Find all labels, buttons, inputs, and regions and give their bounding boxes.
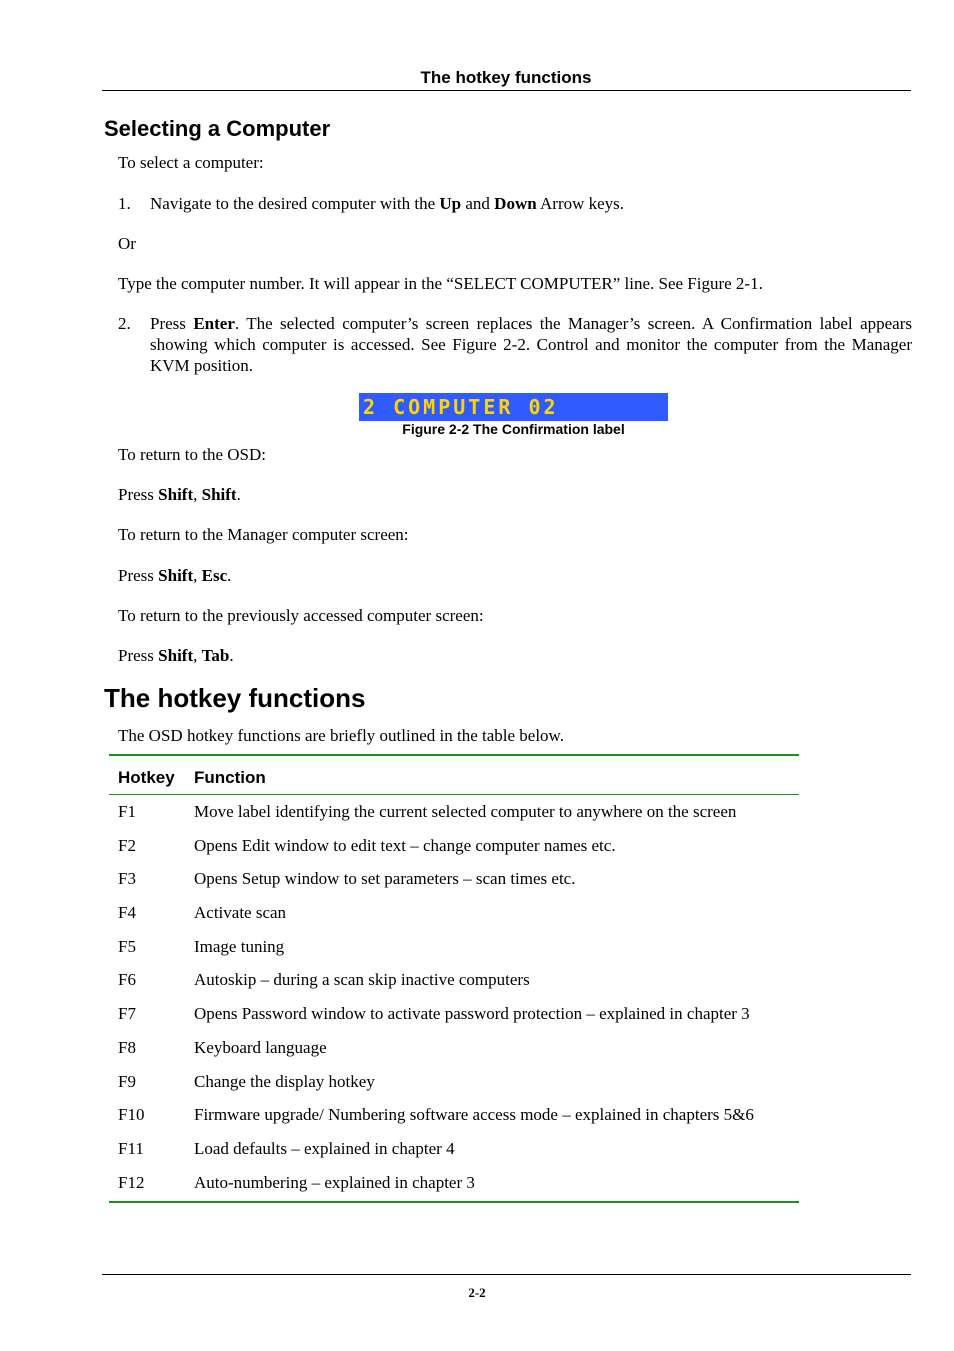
press-1-post: .	[236, 485, 241, 504]
step-2-text-post: . The selected computer’s screen replaces the Manager’s screen. A Confirmation label appears showing which computer is accessed. See Figure 2-2. Control and monitor the computer from the Manager KVM position.	[150, 314, 912, 375]
function-cell: Auto-numbering – explained in chapter 3	[194, 1172, 475, 1192]
step-1-text-mid: and	[461, 194, 495, 213]
press-1-key-1: Shift	[158, 485, 194, 504]
step-1-number: 1.	[118, 194, 131, 213]
press-2-key-2: Esc	[201, 566, 228, 585]
function-cell: Move label identifying the current selected computer to anywhere on the screen	[194, 802, 737, 821]
table-row	[109, 829, 799, 863]
page-number: 2-2	[468, 1285, 486, 1300]
press-shift-shift	[118, 484, 241, 505]
table-row	[109, 795, 799, 829]
press-3-sep: ,	[193, 646, 202, 665]
return-previous-text: To return to the previously accessed computer screen:	[118, 606, 484, 625]
hotkey-cell: F7	[118, 1004, 136, 1024]
press-3-post: .	[229, 646, 234, 665]
press-shift-tab	[118, 645, 234, 666]
press-2-pre: Press	[118, 566, 159, 585]
function-cell: Load defaults – explained in chapter 4	[194, 1138, 455, 1158]
section-heading-selecting: Selecting a Computer	[104, 116, 331, 141]
press-1-pre: Press	[118, 485, 159, 504]
table-body	[109, 795, 799, 1201]
footer-rule	[102, 1274, 911, 1275]
running-header-title: The hotkey functions	[420, 68, 592, 87]
header-rule	[102, 90, 911, 91]
hotkey-cell: F10	[118, 1105, 145, 1125]
return-manager-text: To return to the Manager computer screen:	[118, 525, 409, 544]
table-row	[109, 862, 799, 896]
function-cell: Autoskip – during a scan skip inactive computers	[194, 970, 530, 990]
function-cell: Firmware upgrade/ Numbering software access mode – explained in chapters 5&6	[194, 1105, 754, 1125]
hotkey-cell: F11	[118, 1138, 144, 1158]
press-2-key-1: Shift	[158, 566, 194, 585]
press-2-post: .	[227, 566, 232, 585]
table-row	[109, 930, 799, 964]
press-shift-esc	[118, 565, 231, 586]
hotkey-cell: F9	[118, 1071, 136, 1091]
press-3-key-1: Shift	[158, 646, 194, 665]
table-row	[109, 997, 799, 1031]
confirmation-label-figure: 2 COMPUTER 02	[359, 393, 668, 421]
hotkey-table	[109, 754, 799, 1203]
table-bottom-rule	[109, 1201, 799, 1203]
function-cell: Activate scan	[194, 903, 287, 923]
table-row	[109, 1098, 799, 1132]
table-row	[109, 1166, 799, 1200]
figure-caption: Figure 2-2 The Confirmation label	[402, 421, 625, 437]
table-header-row	[109, 756, 799, 794]
or-text: Or	[118, 234, 136, 253]
step-1-text-post: Arrow keys.	[536, 194, 625, 213]
step-2-number: 2.	[118, 314, 131, 333]
press-2-sep: ,	[193, 566, 202, 585]
hotkey-cell: F2	[118, 835, 136, 855]
hotkey-cell: F8	[118, 1037, 136, 1057]
table-row	[109, 896, 799, 930]
hotkey-cell: F3	[118, 869, 136, 889]
step-2-text	[150, 313, 912, 376]
table-row	[109, 963, 799, 997]
function-cell: Opens Password window to activate password protection – explained in chapter 3	[194, 1004, 750, 1024]
hotkey-cell: F4	[118, 903, 136, 923]
key-down: Down	[494, 194, 537, 213]
function-cell: Opens Edit window to edit text – change computer names etc.	[194, 835, 616, 855]
press-1-key-2: Shift	[201, 485, 237, 504]
step-1-text-pre: Navigate to the desired computer with the	[150, 194, 440, 213]
intro-paragraph: To select a computer:	[118, 153, 264, 172]
function-cell: Change the display hotkey	[194, 1071, 375, 1091]
section-heading-hotkeys: The hotkey functions	[104, 683, 366, 713]
hotkeys-intro-paragraph: The OSD hotkey functions are briefly outlined in the table below.	[118, 726, 564, 745]
return-osd-text: To return to the OSD:	[118, 445, 267, 464]
column-header-function: Function	[194, 768, 266, 787]
press-3-pre: Press	[118, 646, 159, 665]
function-cell: Keyboard language	[194, 1037, 327, 1057]
column-header-hotkey: Hotkey	[118, 768, 175, 787]
step-2-text-pre: Press	[150, 314, 194, 333]
table-row	[109, 1132, 799, 1166]
press-3-key-2: Tab	[201, 646, 230, 665]
step-1-text	[150, 193, 912, 214]
function-cell: Image tuning	[194, 936, 285, 956]
hotkey-cell: F12	[118, 1172, 145, 1192]
key-enter: Enter	[193, 314, 235, 333]
press-1-sep: ,	[193, 485, 202, 504]
type-number-paragraph: Type the computer number. It will appear in the “SELECT COMPUTER” line. See Figure 2-1.	[118, 274, 763, 293]
function-cell: Opens Setup window to set parameters – scan times etc.	[194, 869, 576, 889]
hotkey-cell: F5	[118, 936, 136, 956]
table-row	[109, 1031, 799, 1065]
table-row	[109, 1065, 799, 1099]
hotkey-cell: F1	[118, 802, 136, 821]
hotkey-cell: F6	[118, 970, 136, 990]
key-up: Up	[439, 194, 462, 213]
